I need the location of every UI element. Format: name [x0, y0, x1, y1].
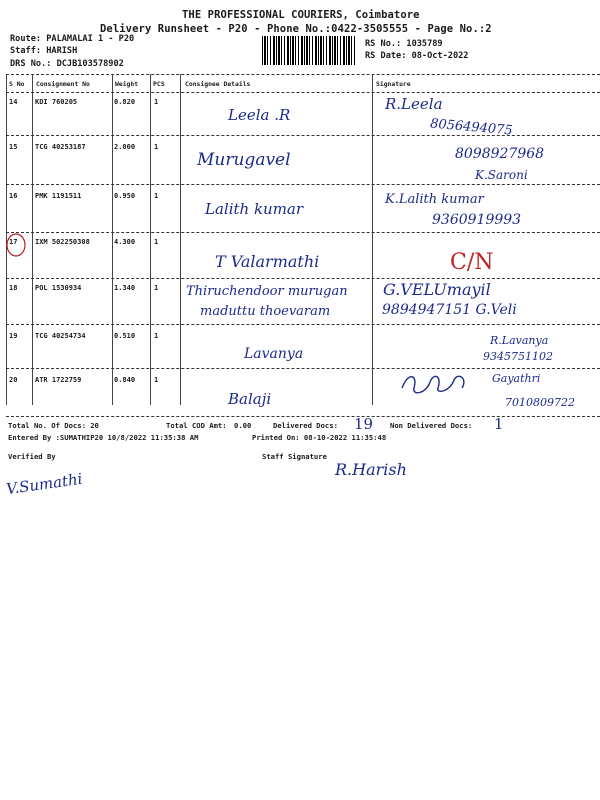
delivered-label: Delivered Docs:	[273, 421, 338, 430]
row-rule	[6, 135, 600, 136]
barcode	[262, 36, 357, 65]
row-sno: 20	[9, 376, 18, 384]
signature-handwritten: K.Saroni	[475, 168, 528, 182]
consignee-handwritten: T Valarmathi	[215, 252, 320, 271]
signature-scribble-icon	[398, 370, 478, 398]
row-pcs: 1	[154, 143, 159, 151]
signature-phone: 9345751102	[483, 350, 553, 363]
consignee-handwritten: Murugavel	[197, 150, 291, 170]
row-pcs: 1	[154, 238, 159, 246]
signature-phone: 8056494075	[429, 116, 514, 139]
total-docs: Total No. Of Docs: 20	[8, 421, 99, 430]
row-weight: 1.340	[114, 284, 136, 292]
row-rule	[6, 278, 600, 279]
row-sno: 16	[9, 192, 18, 200]
row-sno: 19	[9, 332, 18, 340]
col-header-sno: S No	[9, 80, 25, 88]
route-label: Route: PALAMALAI 1 - P20	[10, 34, 135, 44]
row-consignment: IXM 502250308	[35, 238, 90, 246]
printed-on: Printed On: 08-10-2022 11:35:48	[252, 433, 387, 442]
row-rule	[6, 184, 600, 185]
header-rule	[6, 92, 600, 93]
row-pcs: 1	[154, 98, 159, 106]
entered-by: Entered By :SUMATHIP20 10/8/2022 11:35:38 AM	[8, 433, 199, 442]
col-divider	[32, 74, 33, 405]
non-delivered-value: 1	[494, 415, 504, 433]
signature-phone: 8098927968	[455, 146, 545, 162]
total-cod-label: Total COD Amt:	[166, 421, 227, 430]
col-header-consignee: Consignee Details	[185, 80, 251, 88]
row-rule	[6, 324, 600, 325]
col-header-signature: Signature	[376, 80, 411, 88]
row-consignment: ATR 1722759	[35, 376, 82, 384]
consignee-handwritten: Lavanya	[244, 346, 304, 362]
row-consignment: TCG 40254734	[35, 332, 86, 340]
cancelled-mark: C/N	[450, 250, 494, 275]
row-weight: 0.950	[114, 192, 136, 200]
signature-phone: 9894947151 G.Veli	[382, 302, 517, 318]
row-sno: 15	[9, 143, 18, 151]
row-pcs: 1	[154, 192, 159, 200]
consignee-handwritten: Balaji	[228, 390, 272, 408]
row-weight: 2.000	[114, 143, 136, 151]
drs-number: DRS No.: DCJB103578902	[10, 59, 124, 69]
non-delivered-label: Non Delivered Docs:	[390, 421, 473, 430]
col-header-pcs: PCS	[153, 80, 165, 88]
row-consignment: PMK 1191511	[35, 192, 82, 200]
staff-signature-label: Staff Signature	[262, 452, 327, 461]
row-weight: 0.840	[114, 376, 136, 384]
col-divider	[180, 74, 181, 405]
verified-signature: V.Sumathi	[5, 469, 84, 499]
signature-phone: 9360919993	[432, 212, 522, 228]
signature-handwritten: G.VELUmayil	[383, 280, 491, 299]
signature-handwritten: K.Lalith kumar	[385, 192, 484, 207]
row-consignment: TCG 40253187	[35, 143, 86, 151]
consignee-handwritten: Leela .R	[228, 106, 291, 124]
row-consignment: KDI 760205	[35, 98, 78, 106]
col-divider	[372, 74, 373, 405]
table-top-rule	[6, 74, 600, 75]
row-sno: 14	[9, 98, 18, 106]
row-rule	[6, 232, 600, 233]
consignee-handwritten: Thiruchendoor murugan	[186, 284, 348, 299]
signature-phone: 7010809722	[505, 396, 575, 409]
row-consignment: POL 1530934	[35, 284, 82, 292]
table-bottom-rule	[6, 416, 600, 417]
delivered-value: 19	[354, 415, 374, 433]
staff-label: Staff: HARISH	[10, 46, 78, 56]
row-weight: 0.510	[114, 332, 136, 340]
consignee-handwritten: Lalith kumar	[205, 200, 304, 218]
total-cod-value: 0.00	[234, 421, 252, 430]
row-sno: 17	[9, 238, 18, 246]
row-pcs: 1	[154, 332, 159, 340]
row-weight: 4.300	[114, 238, 136, 246]
rs-date: RS Date: 08-Oct-2022	[365, 51, 469, 61]
rs-number: RS No.: 1035789	[365, 39, 443, 49]
signature-handwritten: R.Leela	[385, 95, 443, 113]
company-title: THE PROFESSIONAL COURIERS, Coimbatore	[182, 9, 420, 21]
col-divider	[150, 74, 151, 405]
consignee-handwritten-line2: maduttu thoevaram	[200, 304, 331, 319]
row-pcs: 1	[154, 376, 159, 384]
row-rule	[6, 368, 600, 369]
staff-signature: R.Harish	[335, 460, 407, 479]
runsheet-title: Delivery Runsheet - P20 - Phone No.:0422-3505555 - Page No.:2	[100, 23, 492, 35]
row-pcs: 1	[154, 284, 159, 292]
signature-handwritten: R.Lavanya	[490, 334, 549, 347]
row-weight: 0.820	[114, 98, 136, 106]
col-header-weight: Weight	[115, 80, 139, 88]
row-sno: 18	[9, 284, 18, 292]
verified-by-label: Verified By	[8, 452, 56, 461]
col-divider	[112, 74, 113, 405]
col-header-consignment: Consignment No	[36, 80, 90, 88]
signature-handwritten: Gayathri	[492, 372, 541, 385]
